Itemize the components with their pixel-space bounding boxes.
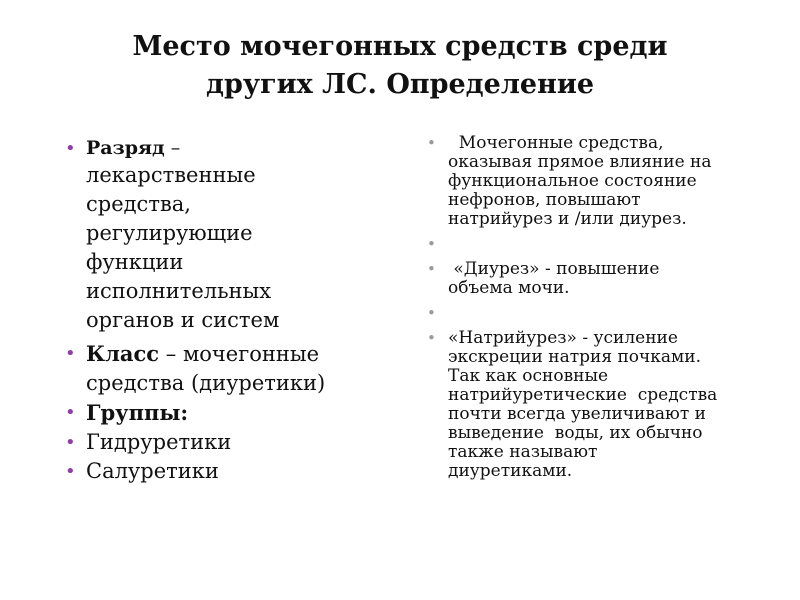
list-item-razryad	[62, 136, 392, 335]
definition-line-4: нефронов, повышают	[448, 190, 641, 210]
razryad-line-6: органов и систем	[86, 308, 280, 332]
term-razryad: Разряд	[86, 137, 165, 159]
definition-line-5: натрийурез и /или диурез.	[448, 209, 687, 229]
term-dash: –	[164, 137, 181, 159]
title-line-1: Место мочегонных средств среди	[132, 31, 668, 62]
title-line-2: других ЛС. Определение	[205, 69, 595, 100]
diurez-line-1: «Диурез» - повышение	[448, 259, 660, 279]
bullet-icon: •	[65, 343, 76, 364]
right-bullet-list	[424, 134, 784, 487]
razryad-definition	[86, 161, 392, 335]
list-item-natriurez	[424, 329, 784, 481]
razryad-line-5: исполнительных	[86, 279, 272, 303]
natriurez-line-2: экскреции натрия почками.	[448, 347, 701, 367]
diurez-line-2: объема мочи.	[448, 278, 570, 298]
list-item-gidruretiki	[62, 428, 392, 457]
klass-line-2: средства (диуретики)	[86, 371, 326, 395]
klass-line-1: – мочегонные	[159, 342, 320, 366]
gidruretiki-text: Гидруретики	[86, 430, 232, 454]
bullet-icon: •	[65, 402, 76, 423]
left-bullet-list	[62, 136, 392, 486]
natriurez-line-7: также называют	[448, 442, 598, 462]
natriurez-line-3: Так как основные	[448, 366, 609, 386]
bullet-icon: •	[427, 304, 436, 322]
list-item-diurez	[424, 260, 784, 298]
definition-line-3: функциональное состояние	[448, 171, 697, 191]
term-gruppy: Группы:	[86, 400, 189, 425]
natriurez-line-1: «Натрийурез» - усиление	[448, 328, 678, 348]
bullet-icon: •	[427, 235, 436, 253]
razryad-line-2: средства,	[86, 192, 191, 216]
bullet-icon: •	[65, 432, 76, 453]
list-item-klass	[62, 339, 392, 398]
saluretiki-text: Салуретики	[86, 459, 219, 483]
razryad-line-1: лекарственные	[86, 163, 256, 187]
razryad-line-3: регулирующие	[86, 221, 253, 245]
bullet-icon: •	[65, 461, 76, 482]
definition-line-2: оказывая прямое влияние на	[448, 152, 712, 172]
definition-line-1: Мочегонные средства,	[448, 133, 664, 153]
term-klass: Класс	[86, 341, 160, 366]
list-item-empty	[424, 235, 784, 254]
list-item-saluretiki	[62, 457, 392, 486]
bullet-icon: •	[427, 134, 436, 152]
list-item-gruppy	[62, 398, 392, 428]
natriurez-line-5: почти всегда увеличивают и	[448, 404, 706, 424]
bullet-icon: •	[65, 138, 76, 159]
natriurez-line-8: диуретиками.	[448, 461, 573, 481]
bullet-icon: •	[427, 260, 436, 278]
natriurez-line-6: выведение воды, их обычно	[448, 423, 703, 443]
slide-title	[0, 28, 800, 104]
natriurez-line-4: натрийуретические средства	[448, 385, 718, 405]
razryad-line-4: функции	[86, 250, 184, 274]
list-item-definition	[424, 134, 784, 229]
list-item-empty	[424, 304, 784, 323]
bullet-icon: •	[427, 329, 436, 347]
